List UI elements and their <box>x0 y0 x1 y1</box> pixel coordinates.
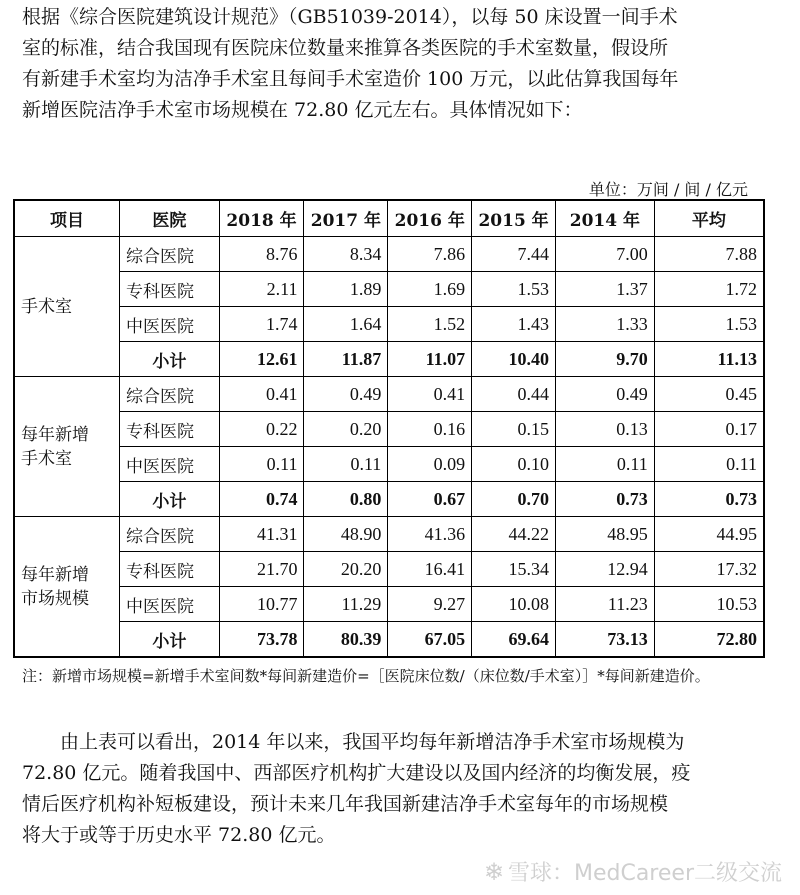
value-cell: 0.16 <box>388 412 472 447</box>
value-cell: 0.20 <box>304 412 388 447</box>
value-cell: 67.05 <box>388 622 472 658</box>
hospital-cell: 综合医院 <box>120 377 220 412</box>
value-cell: 0.73 <box>654 482 764 517</box>
value-cell: 0.13 <box>556 412 655 447</box>
value-cell: 0.41 <box>388 377 472 412</box>
column-header: 医院 <box>120 200 220 237</box>
value-cell: 69.64 <box>472 622 556 658</box>
value-cell: 73.13 <box>556 622 655 658</box>
value-cell: 11.29 <box>304 587 388 622</box>
value-cell: 0.49 <box>304 377 388 412</box>
value-cell: 0.22 <box>219 412 304 447</box>
value-cell: 1.37 <box>556 272 655 307</box>
value-cell: 11.13 <box>654 342 764 377</box>
hospital-cell: 中医医院 <box>120 587 220 622</box>
value-cell: 20.20 <box>304 552 388 587</box>
value-cell: 1.74 <box>219 307 304 342</box>
value-cell: 7.88 <box>654 237 764 272</box>
value-cell: 72.80 <box>654 622 764 658</box>
value-cell: 1.53 <box>472 272 556 307</box>
value-cell: 10.08 <box>472 587 556 622</box>
table-row <box>14 272 764 307</box>
hospital-cell: 专科医院 <box>120 412 220 447</box>
value-cell: 2.11 <box>219 272 304 307</box>
value-cell: 9.27 <box>388 587 472 622</box>
table-note: 注：新增市场规模=新增手术室间数*每间新建造价=［医院床位数/（床位数/手术室）］*每间新建造价。 <box>22 667 710 685</box>
column-header: 2014 年 <box>556 200 655 237</box>
value-cell: 1.43 <box>472 307 556 342</box>
value-cell: 1.53 <box>654 307 764 342</box>
watermark-text: 雪球：MedCareer二级交流 <box>507 861 782 886</box>
value-cell: 16.41 <box>388 552 472 587</box>
value-cell: 0.09 <box>388 447 472 482</box>
value-cell: 7.44 <box>472 237 556 272</box>
table-row <box>14 587 764 622</box>
unit-label: 单位：万间 / 间 / 亿元 <box>588 180 748 199</box>
value-cell: 44.95 <box>654 517 764 552</box>
hospital-cell: 小计 <box>120 622 220 658</box>
value-cell: 1.64 <box>304 307 388 342</box>
table-header-row <box>14 200 764 237</box>
value-cell: 0.73 <box>556 482 655 517</box>
value-cell: 12.94 <box>556 552 655 587</box>
value-cell: 11.23 <box>556 587 655 622</box>
value-cell: 0.80 <box>304 482 388 517</box>
table-row <box>14 447 764 482</box>
value-cell: 0.49 <box>556 377 655 412</box>
intro-line: 有新建手术室均为洁净手术室且每间手术室造价 100 万元，以此估算我国每年 <box>22 68 679 90</box>
hospital-cell: 中医医院 <box>120 307 220 342</box>
value-cell: 0.11 <box>219 447 304 482</box>
table-row <box>14 377 764 412</box>
value-cell: 0.44 <box>472 377 556 412</box>
hospital-cell: 综合医院 <box>120 517 220 552</box>
value-cell: 0.70 <box>472 482 556 517</box>
value-cell: 0.67 <box>388 482 472 517</box>
value-cell: 1.72 <box>654 272 764 307</box>
value-cell: 48.95 <box>556 517 655 552</box>
value-cell: 10.40 <box>472 342 556 377</box>
table-row <box>14 517 764 552</box>
value-cell: 9.70 <box>556 342 655 377</box>
value-cell: 1.33 <box>556 307 655 342</box>
table-row <box>14 237 764 272</box>
intro-line: 室的标准，结合我国现有医院床位数量来推算各类医院的手术室数量，假设所 <box>22 37 669 59</box>
value-cell: 0.45 <box>654 377 764 412</box>
column-header: 2018 年 <box>219 200 304 237</box>
column-header: 2016 年 <box>388 200 472 237</box>
conclusion-paragraph <box>22 727 782 851</box>
column-header: 2017 年 <box>304 200 388 237</box>
conclusion-line: 72.80 亿元。随着我国中、西部医疗机构扩大建设以及国内经济的均衡发展，疫 <box>22 762 691 784</box>
value-cell: 0.11 <box>304 447 388 482</box>
intro-paragraph <box>22 2 782 126</box>
hospital-cell: 小计 <box>120 482 220 517</box>
value-cell: 10.53 <box>654 587 764 622</box>
group-label: 每年新增 手术室 <box>14 377 120 517</box>
value-cell: 41.31 <box>219 517 304 552</box>
hospital-cell: 小计 <box>120 342 220 377</box>
value-cell: 0.11 <box>556 447 655 482</box>
table-row <box>14 622 764 658</box>
value-cell: 17.32 <box>654 552 764 587</box>
conclusion-line: 情后医疗机构补短板建设，预计未来几年我国新建洁净手术室每年的市场规模 <box>22 793 669 815</box>
table-row <box>14 307 764 342</box>
conclusion-line: 将大于或等于历史水平 72.80 亿元。 <box>22 824 336 846</box>
value-cell: 1.69 <box>388 272 472 307</box>
value-cell: 0.41 <box>219 377 304 412</box>
hospital-cell: 专科医院 <box>120 272 220 307</box>
column-header: 平均 <box>654 200 764 237</box>
hospital-cell: 专科医院 <box>120 552 220 587</box>
snowball-icon: ❄ <box>483 858 504 886</box>
hospital-cell: 综合医院 <box>120 237 220 272</box>
value-cell: 11.87 <box>304 342 388 377</box>
intro-line: 根据《综合医院建筑设计规范》（GB51039-2014），以每 50 床设置一间手术 <box>22 6 678 28</box>
value-cell: 48.90 <box>304 517 388 552</box>
value-cell: 21.70 <box>219 552 304 587</box>
value-cell: 11.07 <box>388 342 472 377</box>
column-header: 项目 <box>14 200 120 237</box>
group-label: 每年新增 市场规模 <box>14 517 120 658</box>
hospital-cell: 中医医院 <box>120 447 220 482</box>
intro-line: 新增医院洁净手术室市场规模在 72.80 亿元左右。具体情况如下： <box>22 99 583 121</box>
value-cell: 0.17 <box>654 412 764 447</box>
value-cell: 10.77 <box>219 587 304 622</box>
table-row <box>14 482 764 517</box>
value-cell: 44.22 <box>472 517 556 552</box>
value-cell: 0.74 <box>219 482 304 517</box>
table-body <box>14 237 764 658</box>
watermark <box>484 856 782 887</box>
value-cell: 41.36 <box>388 517 472 552</box>
column-header: 2015 年 <box>472 200 556 237</box>
value-cell: 15.34 <box>472 552 556 587</box>
value-cell: 0.15 <box>472 412 556 447</box>
value-cell: 1.89 <box>304 272 388 307</box>
value-cell: 12.61 <box>219 342 304 377</box>
table-row <box>14 552 764 587</box>
table-row <box>14 342 764 377</box>
value-cell: 80.39 <box>304 622 388 658</box>
data-table <box>13 199 765 658</box>
value-cell: 0.11 <box>654 447 764 482</box>
value-cell: 8.76 <box>219 237 304 272</box>
value-cell: 0.10 <box>472 447 556 482</box>
value-cell: 7.00 <box>556 237 655 272</box>
table-row <box>14 412 764 447</box>
value-cell: 73.78 <box>219 622 304 658</box>
group-label: 手术室 <box>14 237 120 377</box>
conclusion-line: 由上表可以看出，2014 年以来，我国平均每年新增洁净手术室市场规模为 <box>60 731 685 753</box>
value-cell: 7.86 <box>388 237 472 272</box>
value-cell: 8.34 <box>304 237 388 272</box>
value-cell: 1.52 <box>388 307 472 342</box>
